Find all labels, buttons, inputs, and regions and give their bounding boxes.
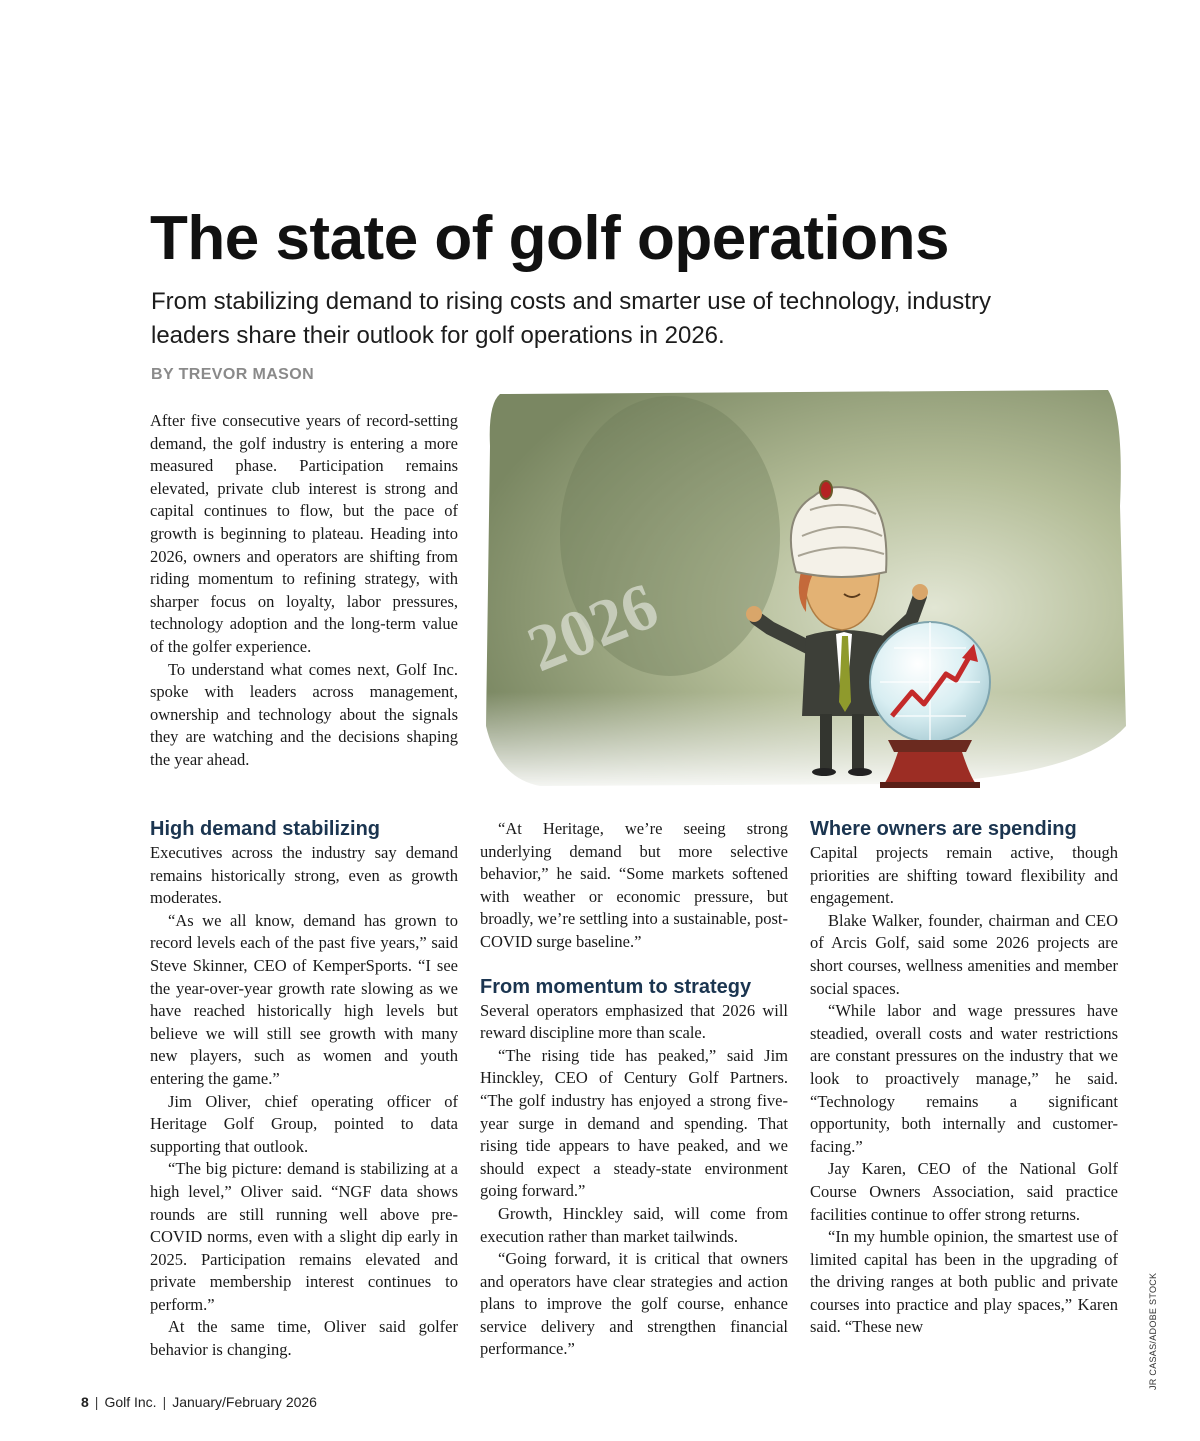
publication-name: Golf Inc. [104, 1394, 157, 1410]
turban-jewel [820, 481, 832, 499]
body-paragraph: Jim Oliver, chief operating officer of Heritage Golf Group, pointed to data supporting that outlook. [150, 1091, 458, 1156]
column-two [480, 818, 788, 1361]
column-three [810, 816, 1118, 1339]
right-shoe [848, 768, 872, 776]
article-deck: From stabilizing demand to rising costs and smarter use of technology, industry leaders share their outlook for golf operations in 2026. [151, 288, 991, 349]
issue-date: January/February 2026 [172, 1394, 317, 1410]
body-paragraph: “The big picture: demand is stabilizing at a high level,” Oliver said. “NGF data shows rounds are still running well above pre-COVID norms, even with a slight dip early in 2025. Participation remains elevated and private membership interest continues to perform.” [150, 1159, 458, 1314]
right-hand [912, 584, 928, 600]
body-paragraph: Blake Walker, founder, chairman and CEO of Arcis Golf, said some 2026 projects are short courses, wellness amenities and member social spaces. [810, 910, 1118, 998]
intro-paragraph: To understand what comes next, Golf Inc. spoke with leaders across management, ownership and technology about the signals they are watching and the decisions shaping the year ahead. [150, 659, 458, 769]
body-paragraph: “In my humble opinion, the smartest use of limited capital has been in the upgrading of the driving ranges at both public and private courses into practice and play spaces,” Karen said. “These new [810, 1227, 1118, 1337]
body-paragraph: “Going forward, it is critical that owners and operators have clear strategies and action plans to improve the golf course, enhance service delivery and strengthen financial performance.” [480, 1249, 788, 1359]
left-hand [746, 606, 762, 622]
body-paragraph: “The rising tide has peaked,” said Jim Hinckley, CEO of Century Golf Partners. “The golf industry has enjoyed a strong five-year surge in demand and spending. That rising tide appears to have peaked, and we should expect a steady-state environment going forward.” [480, 1045, 788, 1201]
photo-credit: JR CASAS/ADOBE STOCK [1148, 1272, 1158, 1390]
body-paragraph: Jay Karen, CEO of the National Golf Course Owners Association, said practice facilities continue to offer strong returns. [810, 1159, 1118, 1224]
body-paragraph: Growth, Hinckley said, will come from execution rather than market tailwinds. [480, 1203, 788, 1246]
body-paragraph: Several operators emphasized that 2026 will reward discipline more than scale. [480, 1000, 788, 1043]
section-heading: From momentum to strategy [480, 975, 752, 998]
footer-divider: | [162, 1394, 167, 1410]
year-text: 2026 [517, 568, 668, 687]
page-footer [81, 1394, 317, 1410]
page-number: 8 [81, 1394, 89, 1410]
crystal-stand-top [888, 740, 972, 752]
body-paragraph: “While labor and wage pressures have steadied, overall costs and water restrictions are constant pressures on the industry that we look to proactively manage,” he said. “Technology remains a significant opportunity, both internally and customer-facing.” [810, 1001, 1118, 1156]
fortune-teller-illustration [480, 386, 1128, 794]
left-leg [820, 714, 832, 770]
body-paragraph: Capital projects remain active, though priorities are shifting toward flexibility and engagement. [810, 843, 1118, 908]
article-title: The state of golf operations [150, 204, 949, 273]
section-heading: High demand stabilizing [150, 818, 381, 840]
body-paragraph: “At Heritage, we’re seeing strong underlying demand but more selective behavior,” he said. “Some markets softened with weather or economic pressure, but broadly, we’re settling into a sustainable, post-COVID surge baseline.” [480, 819, 788, 951]
intro-paragraph: After five consecutive years of record-setting demand, the golf industry is entering a more measured phase. Participation remains elevated, private club interest is strong and capital continues to flow, but the pace of growth is beginning to plateau. Heading into 2026, owners and operators are shifting from riding momentum to refining strategy, with sharper focus on loyalty, labor pressures, technology adoption and the long-term value of the golfer experience. [150, 411, 458, 656]
left-shoe [812, 768, 836, 776]
footer-divider: | [94, 1394, 99, 1410]
column-one [150, 816, 458, 1362]
intro-column [150, 410, 458, 772]
body-paragraph: “As we all know, demand has grown to record levels each of the past five years,” said Steve Skinner, CEO of KemperSports. “I see the year-over-year growth rate slowing as we have reached historically high levels but believe we will still see growth with many new players, such as women and youth entering the game.” [150, 910, 458, 1088]
right-leg [852, 714, 864, 770]
byline: BY TREVOR MASON [151, 366, 315, 383]
crystal-stand-base [884, 752, 976, 784]
body-paragraph: Executives across the industry say demand remains historically strong, even as growth moderates. [150, 843, 458, 908]
section-heading: Where owners are spending [810, 818, 1077, 840]
body-paragraph: At the same time, Oliver said golfer behavior is changing. [150, 1317, 458, 1360]
